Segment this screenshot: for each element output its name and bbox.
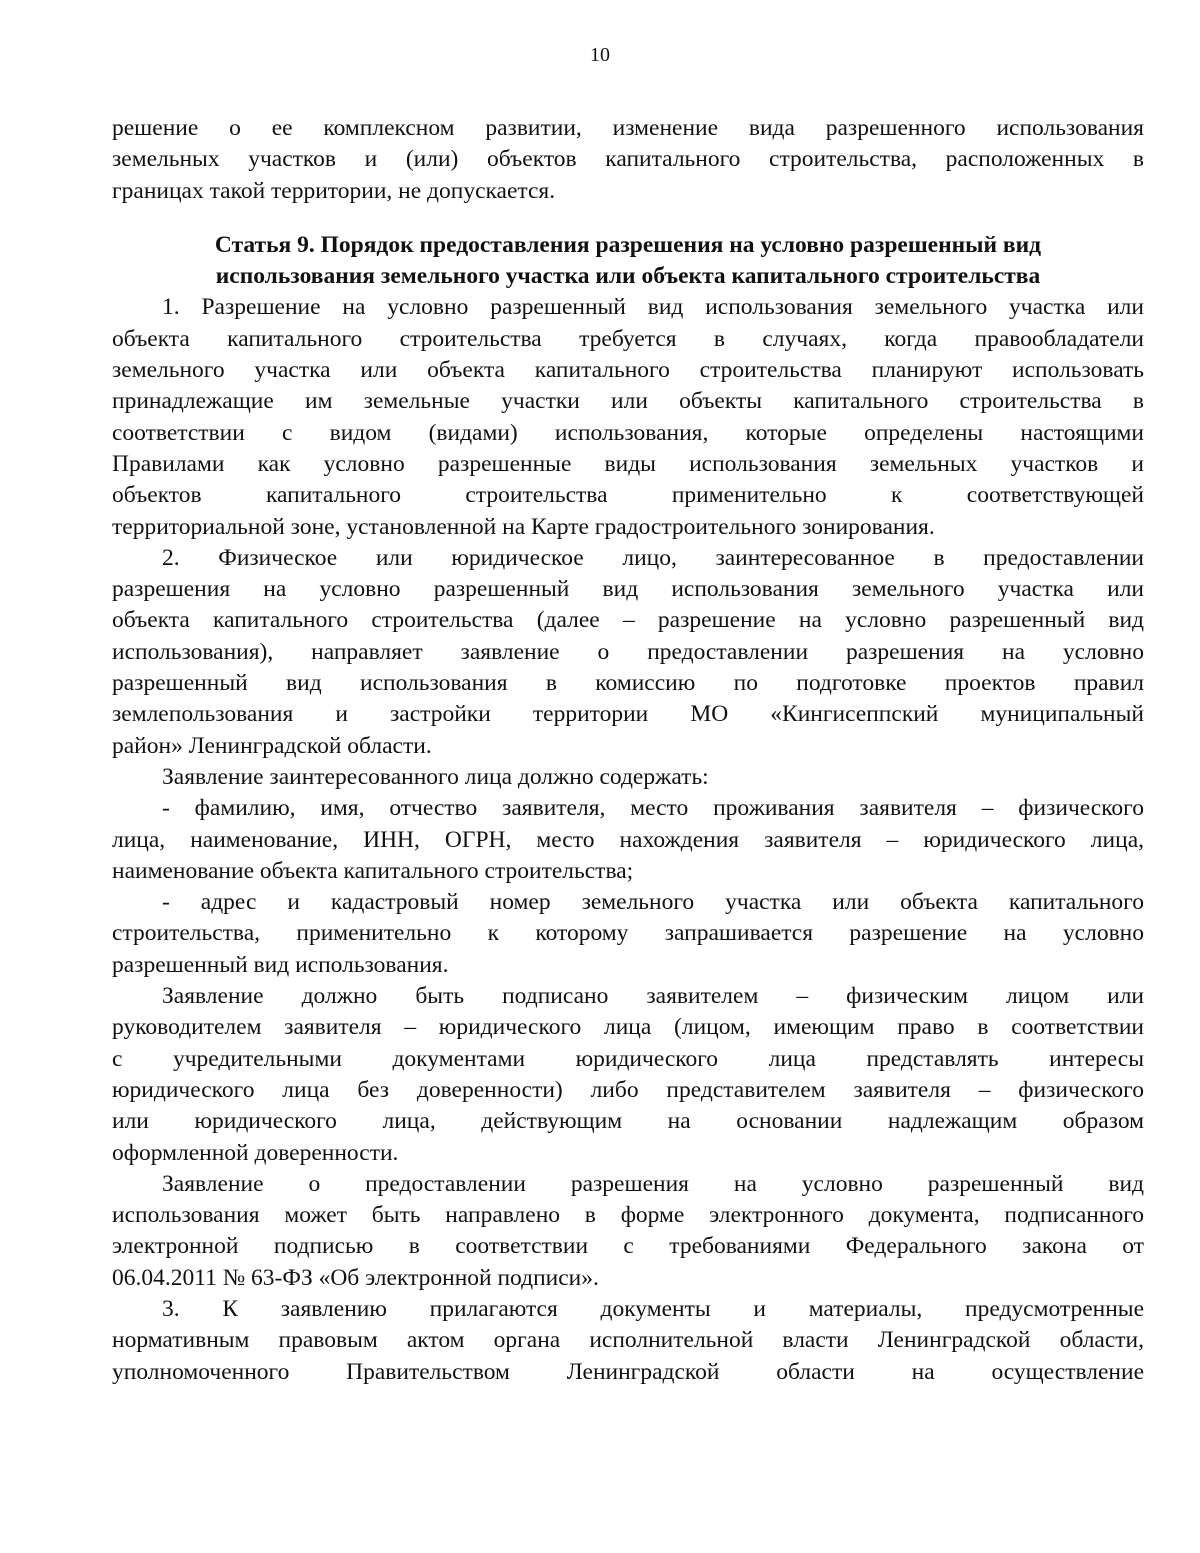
text-line: лица, наименование, ИНН, ОГРН, место нахождения заявителя – юридического лица,	[112, 826, 1144, 853]
text-line: использования может быть направлено в форме электронного документа, подписанного	[112, 1202, 1144, 1229]
article-heading	[112, 230, 1144, 293]
heading-line: использования земельного участка или объекта капитального строительства	[215, 263, 1041, 290]
text-line: 3. К заявлению прилагаются документы и материалы, предусмотренные	[162, 1295, 1144, 1322]
text-line: земельного участка или объекта капитального строительства планируют использовать	[112, 357, 1144, 384]
paragraph-4	[112, 793, 1144, 887]
paragraph-5	[112, 887, 1144, 981]
paragraph-7	[112, 1169, 1144, 1294]
text-line: или юридического лица, действующим на основании надлежащим образом	[112, 1108, 1144, 1135]
text-line: - адрес и кадастровый номер земельного участка или объекта капитального	[162, 889, 1144, 916]
text-line: территориальной зоне, установленной на Карте градостроительного зонирования.	[112, 513, 935, 540]
text-line: границах такой территории, не допускается.	[112, 177, 556, 204]
paragraph-3	[112, 762, 1144, 793]
text-line: 1. Разрешение на условно разрешенный вид использования земельного участка или	[162, 294, 1144, 321]
text-line: решение о ее комплексном развитии, изменение вида разрешенного использования	[112, 115, 1144, 141]
text-line: строительства, применительно к которому запрашивается разрешение на условно	[112, 920, 1144, 947]
paragraph-2	[112, 543, 1144, 762]
continuation-paragraph	[112, 113, 1144, 207]
text-line: с учредительными документами юридического лица представлять интересы	[112, 1045, 1144, 1072]
text-line: разрешенный вид использования.	[112, 951, 449, 978]
text-line: электронной подписью в соответствии с требованиями Федерального закона от	[112, 1233, 1144, 1260]
text-line: Заявление о предоставлении разрешения на условно разрешенный вид	[162, 1170, 1144, 1197]
text-line: оформленной доверенности.	[112, 1139, 399, 1166]
paragraph-8	[112, 1294, 1144, 1388]
text-line: объектов капитального строительства применительно к соответствующей	[112, 482, 1144, 509]
text-line: использования), направляет заявление о предоставлении разрешения на условно	[112, 638, 1144, 665]
text-line: 06.04.2011 № 63-ФЗ «Об электронной подписи».	[112, 1264, 599, 1291]
text-line: Заявление заинтересованного лица должно содержать:	[162, 763, 709, 790]
text-line: нормативным правовым актом органа исполнительной власти Ленинградской области,	[112, 1327, 1144, 1354]
paragraph-6	[112, 981, 1144, 1169]
text-line: уполномоченного Правительством Ленинградской области на осуществление	[112, 1358, 1144, 1385]
heading-line: Статья 9. Порядок предоставления разрешения на условно разрешенный вид	[214, 231, 1042, 258]
paragraph-1	[112, 292, 1144, 542]
page-number: 10	[590, 44, 610, 66]
text-line: объекта капитального строительства (далее – разрешение на условно разрешенный вид	[112, 607, 1144, 634]
text-line: земельных участков и (или) объектов капитального строительства, расположенных в	[112, 146, 1144, 173]
document-body	[112, 113, 1144, 1388]
text-line: разрешения на условно разрешенный вид использования земельного участка или	[112, 576, 1144, 603]
text-line: - фамилию, имя, отчество заявителя, место проживания заявителя – физического	[162, 795, 1144, 822]
text-line: руководителем заявителя – юридического лица (лицом, имеющим право в соответствии	[112, 1014, 1144, 1041]
text-line: соответствии с видом (видами) использования, которые определены настоящими	[112, 419, 1144, 446]
text-line: наименование объекта капитального строительства;	[112, 857, 634, 884]
text-line: Правилами как условно разрешенные виды использования земельных участков и	[112, 450, 1144, 477]
text-line: район» Ленинградской области.	[112, 732, 432, 759]
text-line: принадлежащие им земельные участки или объекты капитального строительства в	[112, 388, 1144, 415]
text-line: юридического лица без доверенности) либо представителем заявителя – физического	[112, 1076, 1144, 1103]
text-line: Заявление должно быть подписано заявителем – физическим лицом или	[162, 983, 1144, 1010]
text-line: 2. Физическое или юридическое лицо, заинтересованное в предоставлении	[162, 544, 1144, 571]
text-line: объекта капитального строительства требуется в случаях, когда правообладатели	[112, 325, 1144, 352]
text-line: землепользования и застройки территории МО «Кингисеппский муниципальный	[112, 701, 1144, 728]
text-line: разрешенный вид использования в комиссию по подготовке проектов правил	[112, 670, 1144, 697]
